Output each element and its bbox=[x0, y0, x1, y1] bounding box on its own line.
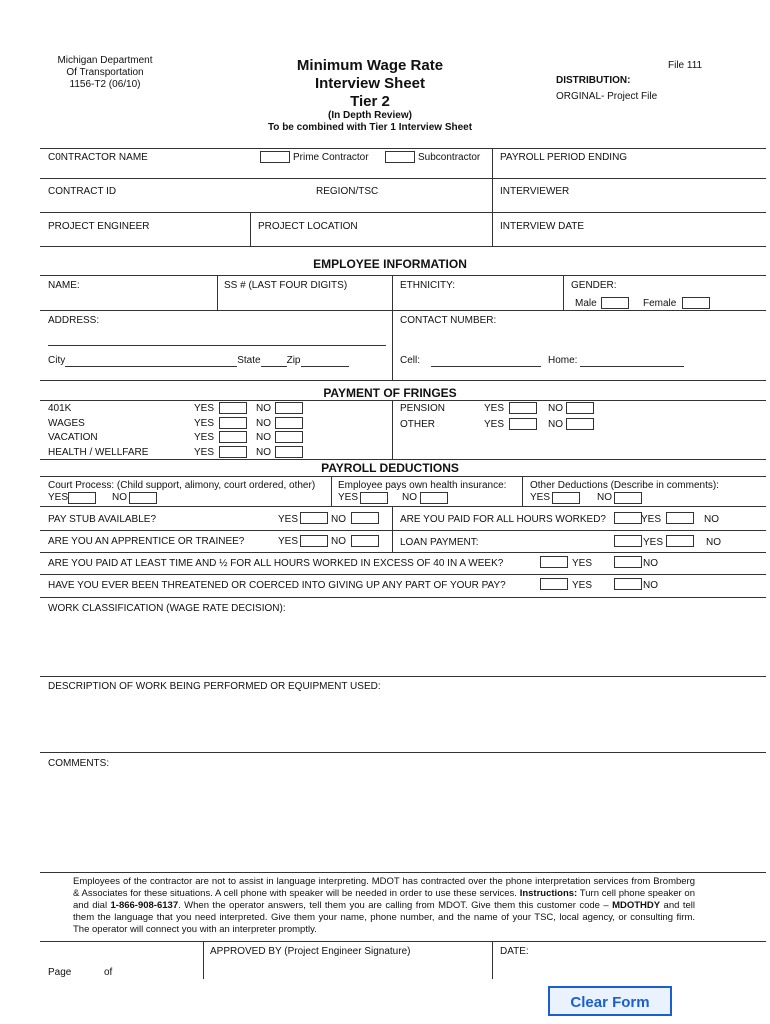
fringe-vacation-yes-checkbox[interactable] bbox=[219, 431, 247, 443]
yes-label: YES bbox=[572, 580, 593, 591]
yes-label: YES bbox=[194, 447, 215, 458]
other-deductions-yes-checkbox[interactable] bbox=[552, 492, 580, 504]
page-number-field[interactable] bbox=[74, 966, 100, 978]
no-label: NO bbox=[112, 492, 127, 503]
yes-label: YES bbox=[572, 558, 593, 569]
health-no-checkbox[interactable] bbox=[420, 492, 448, 504]
prime-contractor-checkbox[interactable] bbox=[260, 151, 290, 163]
pay-stub-yes-checkbox[interactable] bbox=[300, 512, 328, 524]
page-label: Page bbox=[48, 967, 72, 978]
fringe-vacation-no-checkbox[interactable] bbox=[275, 431, 303, 443]
threatened-question: HAVE YOU EVER BEEN THREATENED OR COERCED INTO GIVING UP ANY PART OF YOUR PAY? bbox=[48, 580, 506, 591]
no-label: NO bbox=[402, 492, 417, 503]
pay-stub-question: PAY STUB AVAILABLE? bbox=[48, 514, 157, 525]
cell-line bbox=[400, 355, 541, 367]
divider bbox=[40, 380, 766, 381]
apprentice-yes-checkbox[interactable] bbox=[300, 535, 328, 547]
work-description-label: DESCRIPTION OF WORK BEING PERFORMED OR EQUIPMENT USED: bbox=[48, 681, 381, 692]
yes-label: YES bbox=[194, 403, 215, 414]
no-label: NO bbox=[706, 537, 721, 548]
no-label: NO bbox=[548, 403, 563, 414]
divider bbox=[392, 275, 393, 380]
divider bbox=[522, 476, 523, 506]
of-label: of bbox=[104, 967, 113, 978]
cell-label: Cell: bbox=[400, 355, 421, 366]
clear-form-button[interactable]: Clear Form bbox=[548, 986, 672, 1016]
ss-field[interactable] bbox=[224, 293, 388, 307]
pay-stub-no-checkbox[interactable] bbox=[351, 512, 379, 524]
yes-label: YES bbox=[643, 537, 664, 548]
city-field[interactable] bbox=[65, 356, 237, 367]
no-label: NO bbox=[256, 447, 271, 458]
home-line bbox=[548, 355, 684, 367]
time-and-half-yes-checkbox[interactable] bbox=[540, 556, 568, 568]
yes-label: YES bbox=[194, 418, 215, 429]
yes-label: YES bbox=[194, 432, 215, 443]
project-location-field[interactable] bbox=[258, 233, 486, 245]
work-classification-field[interactable] bbox=[48, 618, 760, 674]
no-label: NO bbox=[256, 432, 271, 443]
yes-label: YES bbox=[278, 536, 299, 547]
region-tsc-field[interactable] bbox=[316, 198, 486, 210]
no-label: NO bbox=[643, 580, 658, 591]
payment-of-fringes-heading: PAYMENT OF FRINGES bbox=[323, 386, 457, 400]
yes-label: YES bbox=[338, 492, 359, 503]
contractor-name-label: C0NTRACTOR NAME bbox=[48, 152, 148, 163]
notice-text-2: Turn cell phone speaker on and dial bbox=[73, 888, 695, 911]
subcontractor-label: Subcontractor bbox=[418, 152, 481, 163]
fringe-health-no-checkbox[interactable] bbox=[275, 446, 303, 458]
date-label: DATE: bbox=[500, 946, 529, 957]
city-state-zip-line bbox=[48, 355, 349, 367]
divider bbox=[392, 400, 393, 459]
divider bbox=[492, 148, 493, 246]
form-subtitle-1: (In Depth Review) bbox=[328, 110, 412, 121]
divider bbox=[40, 597, 766, 598]
threatened-no-checkbox[interactable] bbox=[614, 578, 642, 590]
fringe-pension-label: PENSION bbox=[400, 403, 446, 414]
female-checkbox[interactable] bbox=[682, 297, 710, 309]
dept-line1: Michigan Department bbox=[57, 55, 153, 66]
no-label: NO bbox=[331, 514, 346, 525]
contract-id-field[interactable] bbox=[48, 198, 298, 210]
project-location-label: PROJECT LOCATION bbox=[258, 221, 358, 232]
divider bbox=[40, 941, 766, 942]
time-and-half-no-checkbox[interactable] bbox=[614, 556, 642, 568]
form-subtitle-2: To be combined with Tier 1 Interview Sheet bbox=[267, 122, 473, 133]
divider bbox=[40, 676, 766, 677]
male-checkbox[interactable] bbox=[601, 297, 629, 309]
interpreting-notice bbox=[73, 876, 695, 936]
contractor-name-field[interactable] bbox=[48, 164, 248, 176]
project-engineer-label: PROJECT ENGINEER bbox=[48, 221, 150, 232]
fringe-other-no-checkbox[interactable] bbox=[566, 418, 594, 430]
file-number: File 111 bbox=[668, 60, 703, 71]
apprentice-question: ARE YOU AN APPRENTICE OR TRAINEE? bbox=[48, 536, 245, 547]
interviewer-field[interactable] bbox=[500, 198, 760, 210]
divider bbox=[40, 552, 766, 553]
loan-payment-yes-checkbox[interactable] bbox=[614, 535, 642, 547]
fringe-vacation-label: VACATION bbox=[48, 432, 98, 443]
court-no-checkbox[interactable] bbox=[129, 492, 157, 504]
form-title-1: Minimum Wage Rate bbox=[296, 57, 444, 74]
work-description-field[interactable] bbox=[48, 696, 760, 748]
fringe-401k-label: 401K bbox=[48, 403, 72, 414]
female-label: Female bbox=[643, 298, 677, 309]
divider bbox=[40, 506, 766, 507]
distribution-value: ORGINAL- Project File bbox=[556, 91, 658, 102]
no-label: NO bbox=[548, 419, 563, 430]
address-label: ADDRESS: bbox=[48, 315, 100, 326]
divider bbox=[331, 476, 332, 506]
city-label: City bbox=[48, 355, 66, 366]
state-field[interactable] bbox=[261, 356, 287, 367]
fringe-pension-yes-checkbox[interactable] bbox=[509, 402, 537, 414]
region-tsc-label: REGION/TSC bbox=[316, 186, 379, 197]
divider bbox=[40, 275, 766, 276]
fringe-wages-label: WAGES bbox=[48, 418, 85, 429]
no-label: NO bbox=[643, 558, 658, 569]
apprentice-no-checkbox[interactable] bbox=[351, 535, 379, 547]
fringe-wages-yes-checkbox[interactable] bbox=[219, 417, 247, 429]
form-title-3: Tier 2 bbox=[350, 93, 390, 110]
paid-all-hours-no-checkbox[interactable] bbox=[666, 512, 694, 524]
home-label: Home: bbox=[548, 355, 578, 366]
approved-by-label: APPROVED BY (Project Engineer Signature) bbox=[210, 946, 411, 957]
state-label: State bbox=[237, 355, 261, 366]
form-number: 1156-T2 (06/10) bbox=[69, 79, 141, 90]
payroll-period-ending-label: PAYROLL PERIOD ENDING bbox=[500, 152, 628, 163]
no-label: NO bbox=[331, 536, 346, 547]
divider bbox=[492, 941, 493, 979]
fringe-401k-yes-checkbox[interactable] bbox=[219, 402, 247, 414]
paid-all-hours-yes-checkbox[interactable] bbox=[614, 512, 642, 524]
gender-label: GENDER: bbox=[571, 280, 617, 291]
employee-information-heading: EMPLOYEE INFORMATION bbox=[313, 257, 467, 271]
notice-text-1: Employees of the contractor are not to assist in language interpreting. MDOT has contracted over the phone interpretation services from Bromberg & Associates for these situations. A cell phone with speaker will be needed in order to use these services. bbox=[73, 876, 695, 899]
divider bbox=[40, 476, 766, 477]
employee-name-field[interactable] bbox=[48, 293, 212, 307]
prime-contractor-label: Prime Contractor bbox=[293, 152, 369, 163]
no-label: NO bbox=[256, 403, 271, 414]
project-engineer-field[interactable] bbox=[48, 233, 244, 245]
work-classification-label: WORK CLASSIFICATION (WAGE RATE DECISION): bbox=[48, 603, 286, 614]
divider bbox=[563, 275, 564, 310]
no-label: NO bbox=[597, 492, 612, 503]
ethnicity-label: ETHNICITY: bbox=[400, 280, 456, 291]
fringe-other-yes-checkbox[interactable] bbox=[509, 418, 537, 430]
payroll-period-ending-field[interactable] bbox=[500, 164, 760, 176]
notice-text-4: and tell them the language that you need interpreted. Give them your name, phone number, and the name of your TSC, local agency, or consulting firm. The operator will connect you with an interpreter promptly. bbox=[73, 900, 695, 935]
fringe-pension-no-checkbox[interactable] bbox=[566, 402, 594, 414]
divider bbox=[40, 212, 766, 213]
notice-phone: 1-866-908-6137 bbox=[110, 900, 179, 911]
ethnicity-field[interactable] bbox=[400, 293, 558, 307]
no-label: NO bbox=[704, 514, 719, 525]
notice-instructions-label: Instructions: bbox=[519, 888, 578, 899]
loan-payment-question: LOAN PAYMENT: bbox=[400, 537, 479, 548]
divider bbox=[40, 178, 766, 179]
divider bbox=[217, 275, 218, 310]
contact-number-label: CONTACT NUMBER: bbox=[400, 315, 497, 326]
other-deductions-label: Other Deductions (Describe in comments): bbox=[530, 480, 719, 491]
yes-label: YES bbox=[484, 403, 505, 414]
page-total-field[interactable] bbox=[118, 966, 144, 978]
address-field[interactable] bbox=[48, 328, 388, 342]
divider bbox=[40, 148, 766, 149]
employee-name-label: NAME: bbox=[48, 280, 80, 291]
divider bbox=[392, 506, 393, 552]
date-field[interactable] bbox=[500, 960, 760, 976]
health-yes-checkbox[interactable] bbox=[360, 492, 388, 504]
notice-customer-code: MDOTHDY bbox=[612, 900, 661, 911]
divider bbox=[40, 530, 766, 531]
threatened-yes-checkbox[interactable] bbox=[540, 578, 568, 590]
notice-text-3: . When the operator answers, tell them you are calling from MDOT. Give them this customer code – bbox=[178, 900, 613, 911]
other-deductions-no-checkbox[interactable] bbox=[614, 492, 642, 504]
contract-id-label: CONTRACT ID bbox=[48, 186, 117, 197]
fringe-health-label: HEALTH / WELLFARE bbox=[48, 447, 149, 458]
approved-by-signature-field[interactable] bbox=[210, 960, 486, 976]
divider bbox=[40, 574, 766, 575]
fringe-401k-no-checkbox[interactable] bbox=[275, 402, 303, 414]
court-process-label: Court Process: (Child support, alimony, court ordered, other) bbox=[48, 480, 316, 491]
zip-label: Zip bbox=[286, 355, 301, 366]
interviewer-label: INTERVIEWER bbox=[500, 186, 570, 197]
yes-label: YES bbox=[530, 492, 551, 503]
divider bbox=[40, 310, 766, 311]
yes-label: YES bbox=[641, 514, 662, 525]
interview-date-label: INTERVIEW DATE bbox=[500, 221, 585, 232]
paid-all-hours-question: ARE YOU PAID FOR ALL HOURS WORKED? bbox=[400, 514, 606, 525]
address-underline bbox=[48, 345, 386, 346]
cell-field[interactable] bbox=[431, 356, 541, 367]
divider bbox=[40, 752, 766, 753]
yes-label: YES bbox=[48, 492, 69, 503]
divider bbox=[40, 459, 766, 460]
court-yes-checkbox[interactable] bbox=[68, 492, 96, 504]
subcontractor-checkbox[interactable] bbox=[385, 151, 415, 163]
ss-last-four-label: SS # (LAST FOUR DIGITS) bbox=[224, 280, 348, 291]
zip-field[interactable] bbox=[301, 356, 349, 367]
dept-line2: Of Transportation bbox=[66, 67, 144, 78]
divider bbox=[40, 400, 766, 401]
no-label: NO bbox=[256, 418, 271, 429]
divider bbox=[250, 212, 251, 246]
yes-label: YES bbox=[484, 419, 505, 430]
divider bbox=[40, 246, 766, 247]
divider bbox=[203, 941, 204, 979]
male-label: Male bbox=[575, 298, 597, 309]
comments-label: COMMENTS: bbox=[48, 758, 110, 769]
home-field[interactable] bbox=[580, 356, 684, 367]
fringe-health-yes-checkbox[interactable] bbox=[219, 446, 247, 458]
interview-date-field[interactable] bbox=[500, 233, 760, 245]
payroll-deductions-heading: PAYROLL DEDUCTIONS bbox=[321, 461, 459, 475]
loan-payment-no-checkbox[interactable] bbox=[666, 535, 694, 547]
time-and-half-question: ARE YOU PAID AT LEAST TIME AND ½ FOR ALL HOURS WORKED IN EXCESS OF 40 IN A WEEK? bbox=[48, 558, 504, 569]
fringe-other-label: OTHER bbox=[400, 419, 435, 430]
form-title-2: Interview Sheet bbox=[314, 75, 426, 92]
divider bbox=[40, 872, 766, 873]
distribution-label: DISTRIBUTION: bbox=[556, 75, 631, 86]
health-insurance-label: Employee pays own health insurance: bbox=[338, 480, 507, 491]
yes-label: YES bbox=[278, 514, 299, 525]
comments-field[interactable] bbox=[48, 773, 760, 869]
fringe-wages-no-checkbox[interactable] bbox=[275, 417, 303, 429]
